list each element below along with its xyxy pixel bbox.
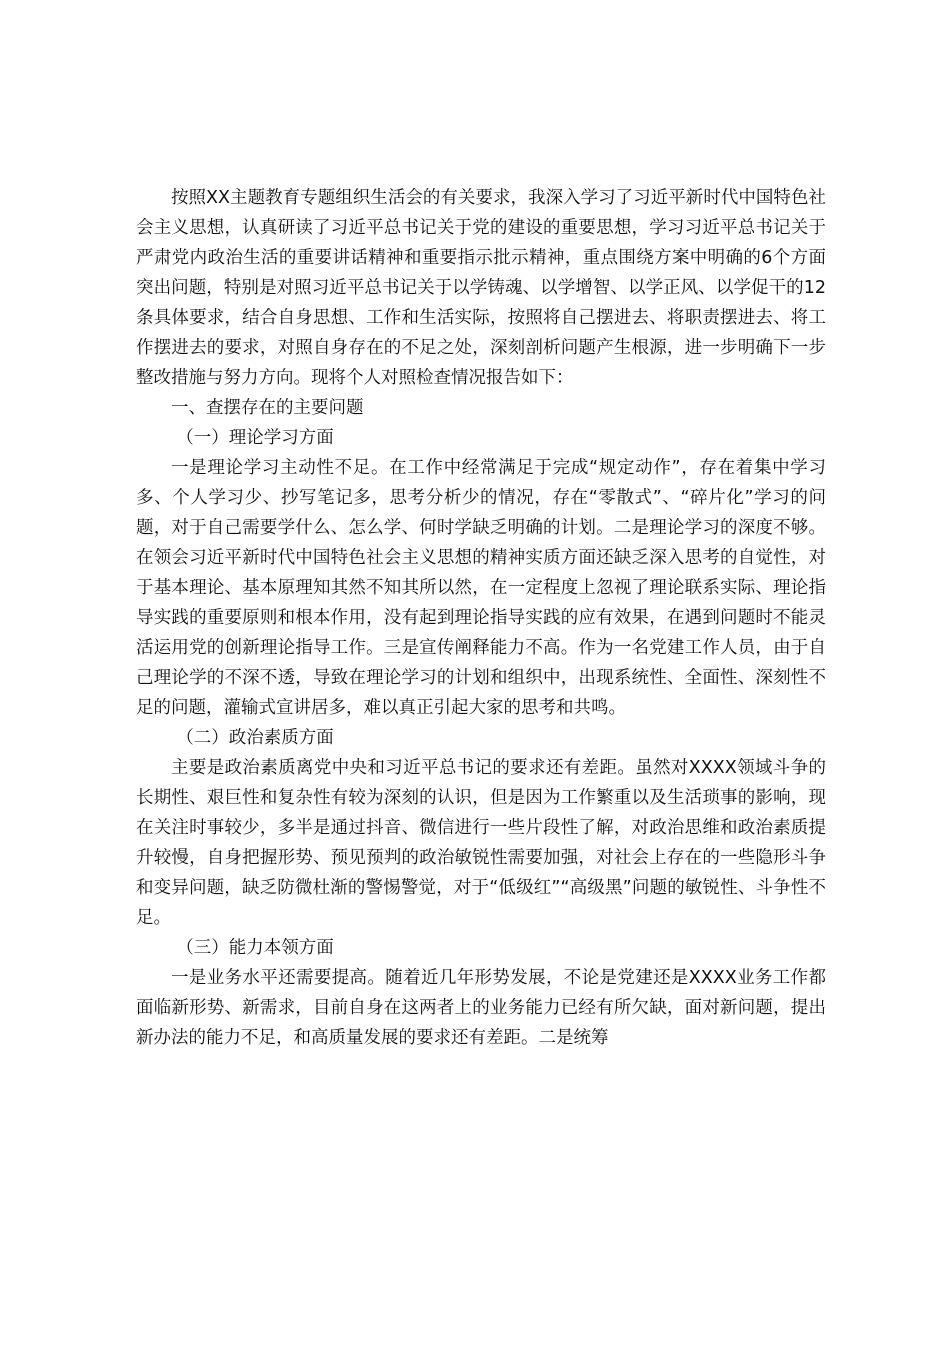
intro-paragraph: 按照XX主题教育专题组织生活会的有关要求，我深入学习了习近平新时代中国特色社会主义思想，认真研读了习近平总书记关于党的建设的重要思想，学习习近平总书记关于严肃党内政治生活的重要讲话精神和重要指示批示精神，重点围绕方案中明确的6个方面突出问题，特别是对照习近平总书记关于以学铸魂、以学增智、以学正风、以学促干的12条具体要求，结合自身思想、工作和生活实际，按照将自己摆进去、将职责摆进去、将工作摆进去的要求，对照自身存在的不足之处，深刻剖析问题产生根源，进一步明确下一步整改措施与努力方向。现将个人对照检查情况报告如下： [136, 188, 826, 388]
document-body [136, 183, 826, 1053]
subheading-theory-study: （一）理论学习方面 [176, 428, 334, 448]
section-heading-problems: 一、查摆存在的主要问题 [171, 398, 364, 418]
theory-study-paragraph: 一是理论学习主动性不足。在工作中经常满足于完成“规定动作”，存在着集中学习多、个人学习少、抄写笔记多，思考分析少的情况，存在“零散式”、“碎片化”学习的问题，对于自己需要学什么、怎么学、何时学缺乏明确的计划。二是理论学习的深度不够。在领会习近平新时代中国特色社会主义思想的精神实质方面还缺乏深入思考的自觉性，对于基本理论、基本原理知其然不知其所以然，在一定程度上忽视了理论联系实际、理论指导实践的重要原则和根本作用，没有起到理论指导实践的应有效果，在遇到问题时不能灵活运用党的创新理论指导工作。三是宣传阐释能力不高。作为一名党建工作人员，由于自己理论学的不深不透，导致在理论学习的计划和组织中，出现系统性、全面性、深刻性不足的问题，灌输式宣讲居多，难以真正引起大家的思考和共鸣。 [136, 458, 826, 718]
ability-paragraph: 一是业务水平还需要提高。随着近几年形势发展，不论是党建还是XXXX业务工作都面临新形势、新需求，目前自身在这两者上的业务能力已经有所欠缺，面对新问题，提出新办法的能力不足，和高质量发展的要求还有差距。二是统筹 [136, 968, 826, 1048]
subheading-political-quality: （二）政治素质方面 [176, 728, 334, 748]
political-quality-paragraph: 主要是政治素质离党中央和习近平总书记的要求还有差距。虽然对XXXX领域斗争的长期性、艰巨性和复杂性有较为深刻的认识，但是因为工作繁重以及生活琐事的影响，现在关注时事较少，多半是通过抖音、微信进行一些片段性了解，对政治思维和政治素质提升较慢，自身把握形势、预见预判的政治敏锐性需要加强，对社会上存在的一些隐形斗争和变异问题，缺乏防微杜渐的警惕警觉，对于“低级红”“高级黑”问题的敏锐性、斗争性不足。 [136, 758, 826, 928]
subheading-ability: （三）能力本领方面 [176, 938, 334, 958]
